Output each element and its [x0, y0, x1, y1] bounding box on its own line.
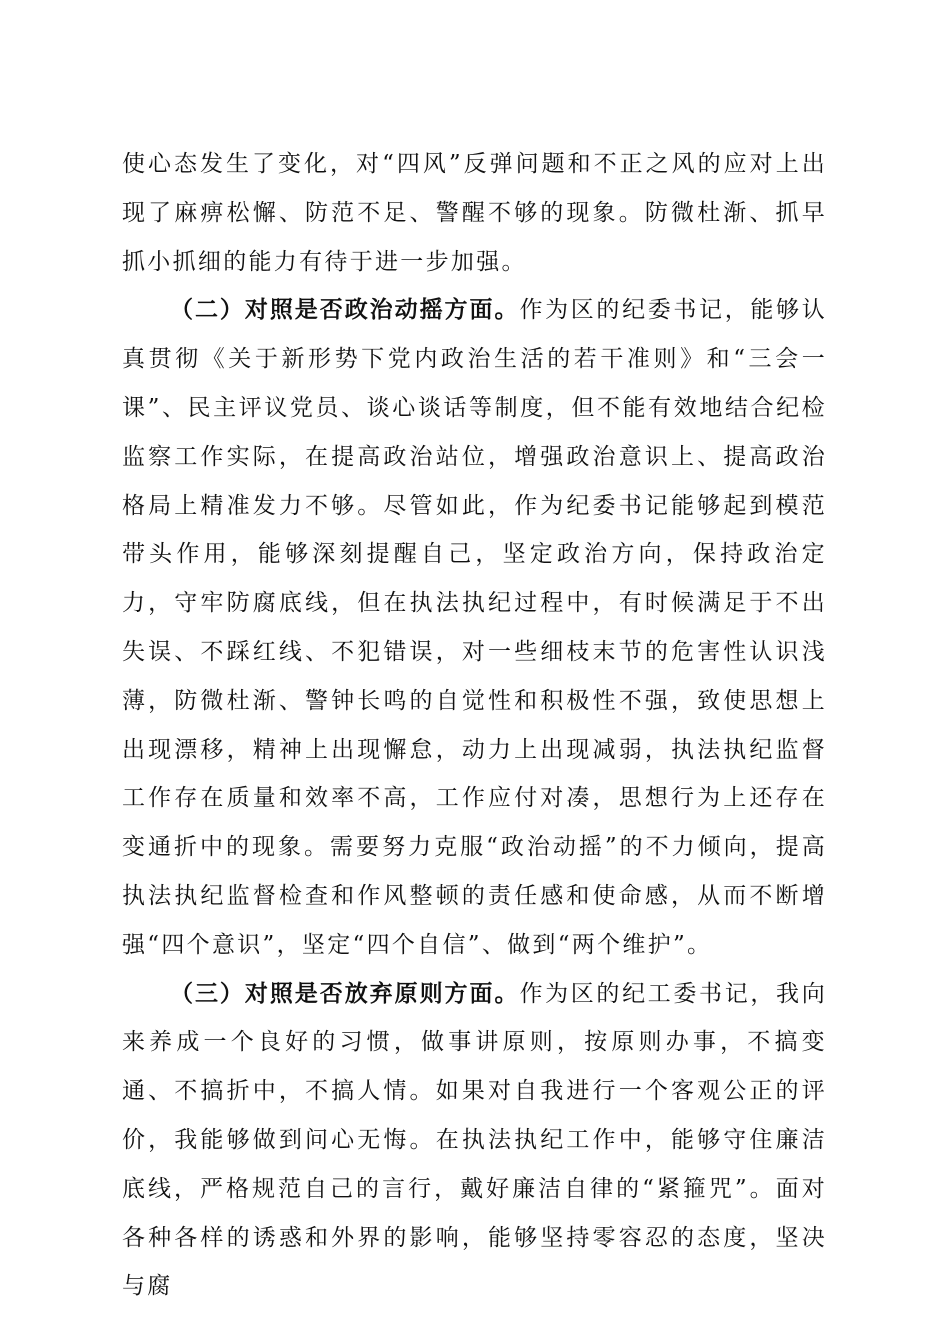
paragraph-text: 使心态发生了变化，对“四风”反弹问题和不正之风的应对上出现了麻痹松懈、防范不足、警醒不够的现象。防微杜渐、抓早抓小抓细的能力有待于进一步加强。	[122, 151, 827, 275]
paragraph-political-wavering	[122, 286, 827, 969]
document-body	[122, 140, 827, 1311]
section-heading: （三）对照是否放弃原则方面。	[170, 980, 520, 1007]
section-heading: （二）对照是否政治动摇方面。	[170, 297, 520, 324]
paragraph-text: 作为区的纪委书记，能够认真贯彻《关于新形势下党内政治生活的若干准则》和“三会一课”、民主评议党员、谈心谈话等制度，但不能有效地结合纪检监察工作实际，在提高政治站位，增强政治意识上、提高政治格局上精准发力不够。尽管如此，作为纪委书记能够起到模范带头作用，能够深刻提醒自己，坚定政治方向，保持政治定力，守牢防腐底线，但在执法执纪过程中，有时候满足于不出失误、不踩红线、不犯错误，对一些细枝末节的危害性认识浅薄，防微杜渐、警钟长鸣的自觉性和积极性不强，致使思想上出现漂移，精神上出现懈怠，动力上出现减弱，执法执纪监督工作存在质量和效率不高，工作应付对凑，思想行为上还存在变通折中的现象。需要努力克服“政治动摇”的不力倾向，提高执法执纪监督检查和作风整顿的责任感和使命感，从而不断增强“四个意识”，坚定“四个自信”、做到“两个维护”。	[122, 297, 827, 958]
paragraph-abandon-principles	[122, 970, 827, 1312]
paragraph-text: 作为区的纪工委书记，我向来养成一个良好的习惯，做事讲原则，按原则办事，不搞变通、不搞折中，不搞人情。如果对自我进行一个客观公正的评价，我能够做到问心无悔。在执法执纪工作中，能够守住廉洁底线，严格规范自己的言行，戴好廉洁自律的“紧箍咒”。面对各种各样的诱惑和外界的影响，能够坚持零容忍的态度，坚决与腐	[122, 980, 827, 1300]
paragraph-continuation	[122, 140, 827, 286]
